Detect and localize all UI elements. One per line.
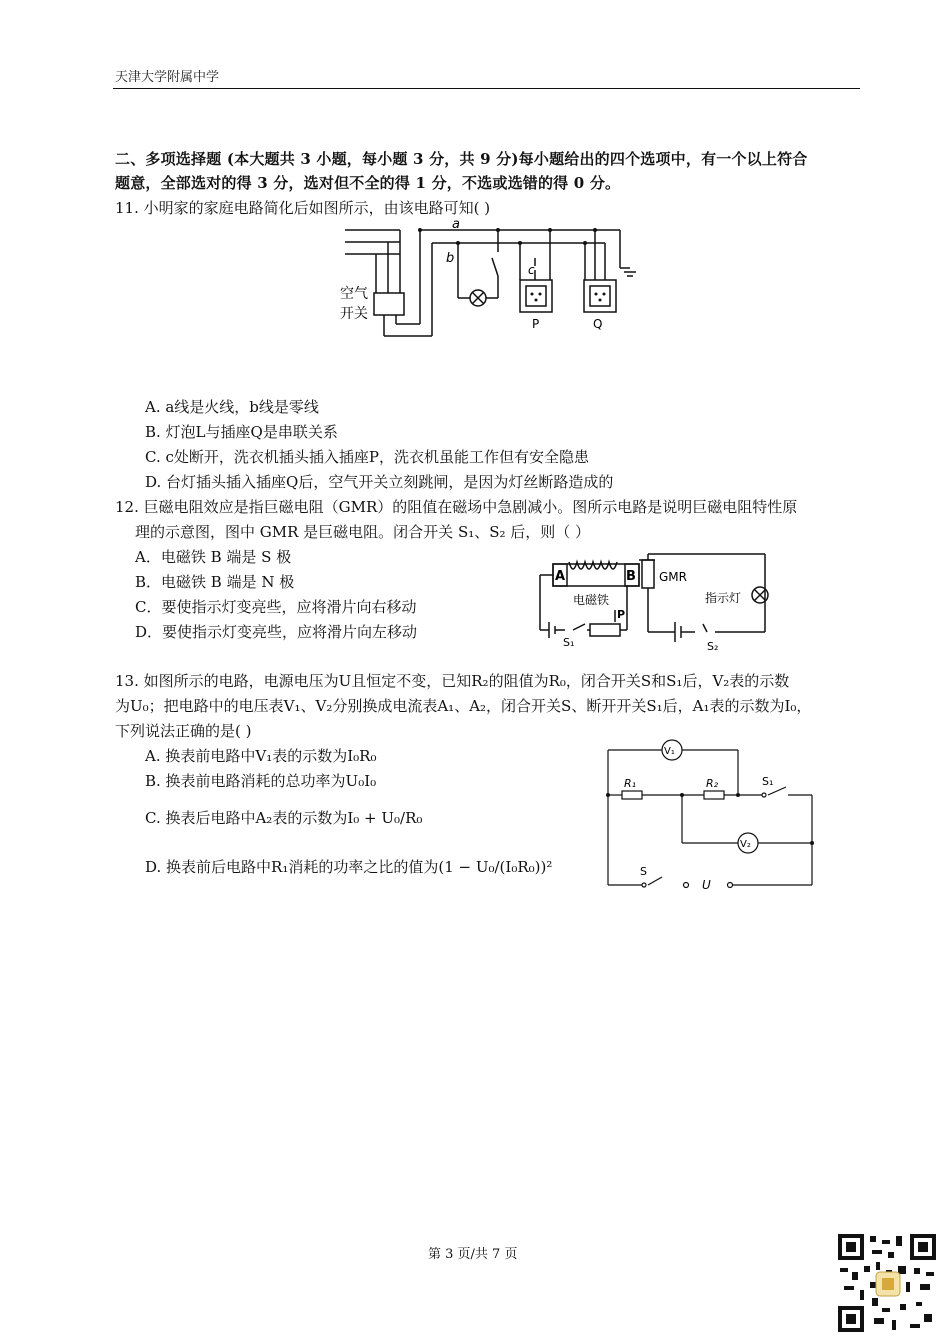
q11-fig-label-b: b [446, 251, 455, 266]
q11-fig-label-a: a [452, 218, 460, 232]
q11-circuit-figure [340, 218, 650, 338]
q13-option-c: C. 换表后电路中A₂表的示数为I₀ + U₀/R₀ [145, 809, 423, 827]
q12-option-d: D．要使指示灯变亮些，应将滑片向左移动 [135, 623, 418, 641]
q12-option-b: B．电磁铁 B 端是 N 极 [135, 573, 295, 591]
q11-fig-switch-label-2: 开关 [340, 306, 368, 322]
q13-fig-S: S [640, 865, 647, 878]
q12-stem-line1: 12. 巨磁电阻效应是指巨磁电阻（GMR）的阻值在磁场中急剧减小。图所示电路是说明巨磁电阻特性原 [115, 498, 798, 516]
q12-fig-S2: S₂ [707, 640, 719, 652]
q11-option-a: A. a线是火线，b线是零线 [145, 398, 319, 416]
q13-option-a: A. 换表前电路中V₁表的示数为I₀R₀ [145, 747, 377, 765]
q11-option-d: D. 台灯插头插入插座Q后，空气开关立刻跳闸，是因为灯丝断路造成的 [145, 473, 614, 491]
q11-option-b: B. 灯泡L与插座Q是串联关系 [145, 423, 338, 441]
section-title-line1: 二、多项选择题 (本大题共 3 小题，每小题 3 分，共 9 分)每小题给出的四个选项中，有一个以上符合 [115, 150, 808, 168]
q12-fig-A: A [555, 569, 566, 584]
q13-stem-line3: 下列说法正确的是( ) [115, 722, 252, 740]
q13-stem-line2: 为U₀；把电路中的电压表V₁、V₂分别换成电流表A₁、A₂，闭合开关S、断开开关S₁后，A₁表的示数为I₀， [115, 697, 812, 715]
q12-fig-magnet: 电磁铁 [573, 593, 610, 607]
q13-option-b: B. 换表前电路消耗的总功率为U₀I₀ [145, 772, 377, 790]
q13-circuit-figure [600, 735, 820, 890]
qr-code-icon [836, 1232, 938, 1334]
q11-stem: 11. 小明家的家庭电路简化后如图所示，由该电路可知( ) [115, 199, 491, 217]
q11-fig-label-P: P [532, 317, 540, 331]
q12-option-a: A．电磁铁 B 端是 S 极 [135, 548, 292, 566]
q12-gmr-figure [535, 552, 780, 652]
q13-fig-R1: R₁ [624, 777, 637, 790]
q11-fig-label-Q: Q [593, 317, 603, 331]
q13-fig-S1: S₁ [762, 775, 774, 788]
header-rule [113, 88, 860, 89]
q11-fig-switch-label-1: 空气 [340, 286, 368, 302]
q11-option-c: C. c处断开，洗衣机插头插入插座P，洗衣机虽能工作但有安全隐患 [145, 448, 589, 466]
q12-stem-line2: 理的示意图，图中 GMR 是巨磁电阻。闭合开关 S₁、S₂ 后，则（ ） [135, 523, 591, 541]
q13-fig-R2: R₂ [706, 777, 719, 790]
q12-option-c: C．要使指示灯变亮些，应将滑片向右移动 [135, 598, 417, 616]
q13-option-d: D. 换表前后电路中R₁消耗的功率之比的值为(1 − U₀/(I₀R₀))² [145, 858, 553, 876]
q12-fig-gmr: GMR [659, 570, 687, 584]
q13-stem-line1: 13. 如图所示的电路，电源电压为U且恒定不变，已知R₂的阻值为R₀，闭合开关S和S₁后，V₂表的示数 [115, 672, 790, 690]
q13-fig-U: U [702, 878, 711, 890]
q11-fig-label-c: c [528, 263, 535, 277]
q12-fig-S1: S₁ [563, 636, 575, 649]
school-header: 天津大学附属中学 [115, 70, 220, 85]
section-title-line2: 题意，全部选对的得 3 分，选对但不全的得 1 分，不选或选错的得 0 分。 [115, 174, 621, 192]
q12-fig-P: P [617, 608, 626, 621]
q13-fig-V1: V₁ [664, 746, 675, 757]
q12-fig-B: B [626, 569, 636, 584]
q12-fig-lamp: 指示灯 [705, 591, 742, 605]
q13-fig-V2: V₂ [740, 839, 751, 850]
page-number: 第 3 页/共 7 页 [428, 1247, 518, 1262]
